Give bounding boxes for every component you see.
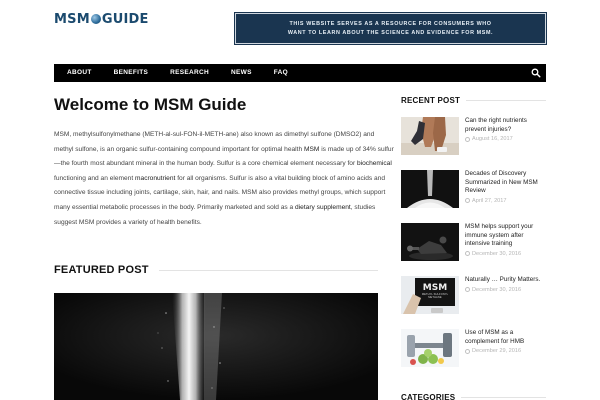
main-nav bbox=[54, 64, 546, 82]
intro-paragraph bbox=[54, 128, 394, 230]
page-title: Welcome to MSM Guide bbox=[54, 95, 247, 114]
post-thumbnail-image bbox=[401, 329, 459, 367]
recent-post-item[interactable] bbox=[401, 117, 546, 157]
recent-post-item[interactable] bbox=[401, 223, 546, 263]
recent-post-heading-label: RECENT POST bbox=[401, 96, 461, 105]
clock-icon bbox=[465, 287, 470, 292]
intro-text-1: MSM, methylsulfonylmethane (METH-al-sul-FON-il-METH-ane) also known as dimethyl sulfone (DMSO2) and methyl sulfone, is an organic sulfur-containing compound important for optimal health bbox=[54, 131, 375, 153]
search-icon[interactable] bbox=[531, 68, 541, 78]
intro-text-4: for all organisms. Sulfur is also a vital building block of amino acids and connective tissue including joints, cartilage, skin, hair, and nails. MSM also provides methyl groups, which support many essential metabolic processes in the body. Primarily marketed and sold as a bbox=[54, 174, 386, 211]
post-date bbox=[465, 251, 546, 257]
post-text bbox=[459, 276, 540, 316]
clock-icon bbox=[465, 349, 470, 354]
post-thumbnail[interactable] bbox=[401, 276, 459, 314]
nav-item-news[interactable]: NEWS bbox=[231, 69, 252, 76]
intro-link-msm[interactable]: MSM bbox=[303, 145, 320, 153]
nav-item-research[interactable]: RESEARCH bbox=[170, 69, 210, 76]
post-thumbnail-image bbox=[401, 117, 459, 155]
divider bbox=[461, 397, 546, 398]
post-thumbnail[interactable] bbox=[401, 117, 459, 155]
header-banner bbox=[235, 13, 546, 44]
post-date-text: December 29, 2016 bbox=[472, 348, 522, 354]
clock-icon bbox=[465, 198, 470, 203]
post-date-text: April 27, 2017 bbox=[472, 197, 507, 204]
featured-post-heading-label: FEATURED POST bbox=[54, 264, 149, 276]
recent-post-item[interactable] bbox=[401, 276, 546, 316]
post-title[interactable]: MSM helps support your immune system after intensive training bbox=[465, 223, 534, 247]
post-thumbnail[interactable] bbox=[401, 170, 459, 208]
banner-line-2: WANT TO LEARN ABOUT THE SCIENCE AND EVIDENCE FOR MSM. bbox=[287, 29, 494, 36]
post-date bbox=[465, 198, 546, 204]
thumbnail-msm-label: MSM bbox=[422, 283, 448, 293]
categories-heading-label: CATEGORIES bbox=[401, 393, 456, 400]
intro-link-dietary-supplement[interactable]: dietary supplement bbox=[295, 203, 351, 211]
thumbnail-msm-subtitle: METHYL SULFONYL METHANE bbox=[421, 293, 449, 299]
post-thumbnail-image bbox=[401, 223, 459, 261]
categories-heading bbox=[401, 393, 546, 400]
post-text bbox=[459, 170, 546, 210]
nav-item-benefits[interactable]: BENEFITS bbox=[113, 69, 149, 76]
globe-icon bbox=[91, 14, 101, 24]
post-title[interactable]: Use of MSM as a complement for HMB bbox=[465, 329, 525, 345]
post-date bbox=[465, 136, 546, 142]
divider bbox=[159, 270, 378, 271]
intro-text-5: , studies suggest MSM provides a variety of health benefits. bbox=[54, 203, 376, 226]
recent-post-item[interactable] bbox=[401, 329, 546, 369]
intro-link-biochemical[interactable]: biochemical bbox=[357, 160, 392, 168]
post-title[interactable]: Can the right nutrients prevent injuries? bbox=[465, 117, 527, 133]
thumbnail-chalkboard bbox=[417, 283, 453, 299]
intro-text-3: functioning and an element bbox=[54, 174, 134, 182]
recent-post-heading bbox=[401, 96, 546, 105]
post-date-text: December 30, 2016 bbox=[472, 286, 522, 293]
logo-text-msm: MSM bbox=[54, 11, 90, 27]
post-date bbox=[465, 287, 540, 293]
powder-pour-image bbox=[54, 293, 378, 400]
featured-post-heading bbox=[54, 264, 378, 276]
post-text bbox=[459, 223, 546, 263]
post-thumbnail-image bbox=[401, 170, 459, 208]
post-thumbnail[interactable] bbox=[401, 223, 459, 261]
recent-post-item[interactable] bbox=[401, 170, 546, 210]
divider bbox=[466, 100, 546, 101]
clock-icon bbox=[465, 137, 470, 142]
intro-text-2: is made up of 34% sulfur—the fourth most abundant mineral in the human body. Sulfur is a core chemical element necessary for bbox=[54, 145, 394, 168]
featured-post-image[interactable] bbox=[54, 293, 378, 400]
nav-item-faq[interactable]: FAQ bbox=[273, 69, 289, 76]
site-logo[interactable] bbox=[54, 11, 149, 27]
post-date bbox=[465, 348, 546, 354]
post-text bbox=[459, 117, 546, 157]
post-date-text: August 16, 2017 bbox=[472, 136, 513, 142]
clock-icon bbox=[465, 251, 470, 256]
post-title[interactable]: Decades of Discovery Summarized in New MSM Review bbox=[465, 170, 538, 194]
nav-item-about[interactable]: ABOUT bbox=[67, 69, 92, 76]
logo-text-guide: GUIDE bbox=[101, 11, 149, 27]
post-date-text: December 30, 2016 bbox=[472, 250, 522, 257]
post-text bbox=[459, 329, 546, 369]
post-thumbnail[interactable] bbox=[401, 329, 459, 367]
banner-line-1: THIS WEBSITE SERVES AS A RESOURCE FOR CONSUMERS WHO bbox=[289, 20, 492, 27]
intro-link-macronutrient[interactable]: macronutrient bbox=[135, 174, 176, 182]
post-title[interactable]: Naturally … Purity Matters. bbox=[465, 276, 541, 283]
